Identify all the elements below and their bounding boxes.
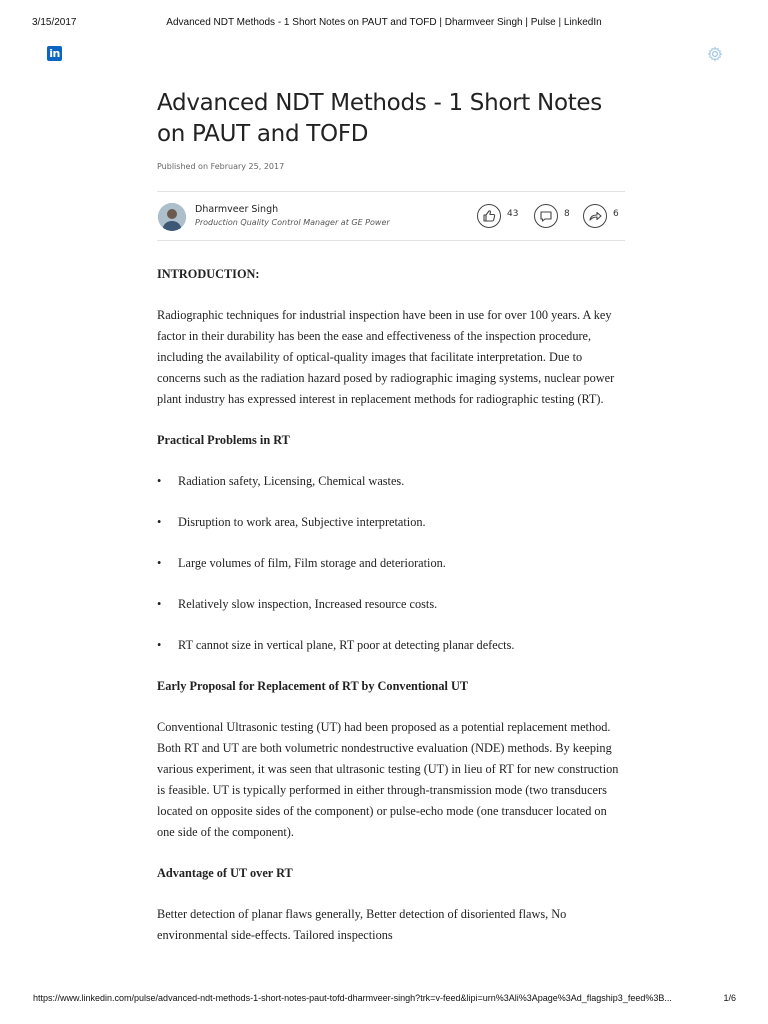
- section-heading: Early Proposal for Replacement of RT by Conventional UT: [157, 679, 469, 693]
- article: [157, 88, 627, 942]
- avatar-person-icon: [158, 203, 186, 231]
- list-item: • Relatively slow inspection, Increased resource costs.: [157, 594, 627, 615]
- article-title: Advanced NDT Methods - 1 Short Notes on PAUT and TOFD: [157, 90, 602, 147]
- author-role: Production Quality Control Manager at GE Power: [195, 218, 390, 227]
- published-date: Published on February 25, 2017: [157, 162, 285, 171]
- author-bar: [157, 191, 625, 241]
- share-count: 6: [613, 209, 619, 219]
- share-arrow-icon: [587, 208, 603, 224]
- article-body: [157, 264, 627, 946]
- comment-count: 8: [564, 209, 570, 219]
- section-heading: Advantage of UT over RT: [157, 866, 293, 880]
- thumbs-up-icon: [481, 208, 497, 224]
- paragraph: Radiographic techniques for industrial inspection have been in use for over 100 years. A key factor in their durability has been the ease and effectiveness of the inspection procedure, including the availability of optical-quality images that facilitate interpretation. Due to concerns such as the radiation hazard posed by radiographic imaging systems, nuclear power plant industry has expressed interest in replacement methods for radiographic testing (RT).: [157, 308, 615, 406]
- print-date: 3/15/2017: [32, 17, 77, 28]
- page-number: 1/6: [723, 993, 736, 1003]
- author-name[interactable]: Dharmveer Singh: [195, 204, 279, 215]
- print-url: https://www.linkedin.com/pulse/advanced-ndt-methods-1-short-notes-paut-tofd-dharmveer-singh?trk=v-feed&lipi=urn%3Ali%3Apage%3Ad_flagship3_feed%3B...: [33, 993, 672, 1003]
- comment-icon: [538, 208, 554, 224]
- list-item: • Disruption to work area, Subjective interpretation.: [157, 512, 627, 533]
- print-title: Advanced NDT Methods - 1 Short Notes on PAUT and TOFD | Dharmveer Singh | Pulse | LinkedIn: [166, 17, 602, 28]
- like-count: 43: [507, 209, 519, 219]
- list-item: • Radiation safety, Licensing, Chemical wastes.: [157, 471, 627, 492]
- print-footer: [0, 993, 768, 1007]
- list-item: • Large volumes of film, Film storage and deterioration.: [157, 553, 627, 574]
- print-header: [0, 17, 768, 31]
- linkedin-logo-icon[interactable]: in: [47, 46, 62, 61]
- section-heading: Practical Problems in RT: [157, 433, 290, 447]
- paragraph: Better detection of planar flaws generally, Better detection of disoriented flaws, No environmental side-effects. Tailored inspections: [157, 907, 567, 942]
- avatar[interactable]: [158, 203, 186, 231]
- section-heading: INTRODUCTION:: [157, 267, 260, 281]
- paragraph: Conventional Ultrasonic testing (UT) had been proposed as a potential replacement method. Both RT and UT are both volumetric nondestructive evaluation (NDE) methods. By keeping various experiment, it was seen that ultrasonic testing (UT) in lieu of RT for new construction is feasible. UT is typically performed in either through-transmission mode (two transducers located on opposite sides of the component) or pulse-echo mode (one transducer located on one side of the component).: [157, 720, 619, 839]
- list-item: • RT cannot size in vertical plane, RT poor at detecting planar defects.: [157, 635, 627, 656]
- gear-icon[interactable]: [707, 46, 723, 62]
